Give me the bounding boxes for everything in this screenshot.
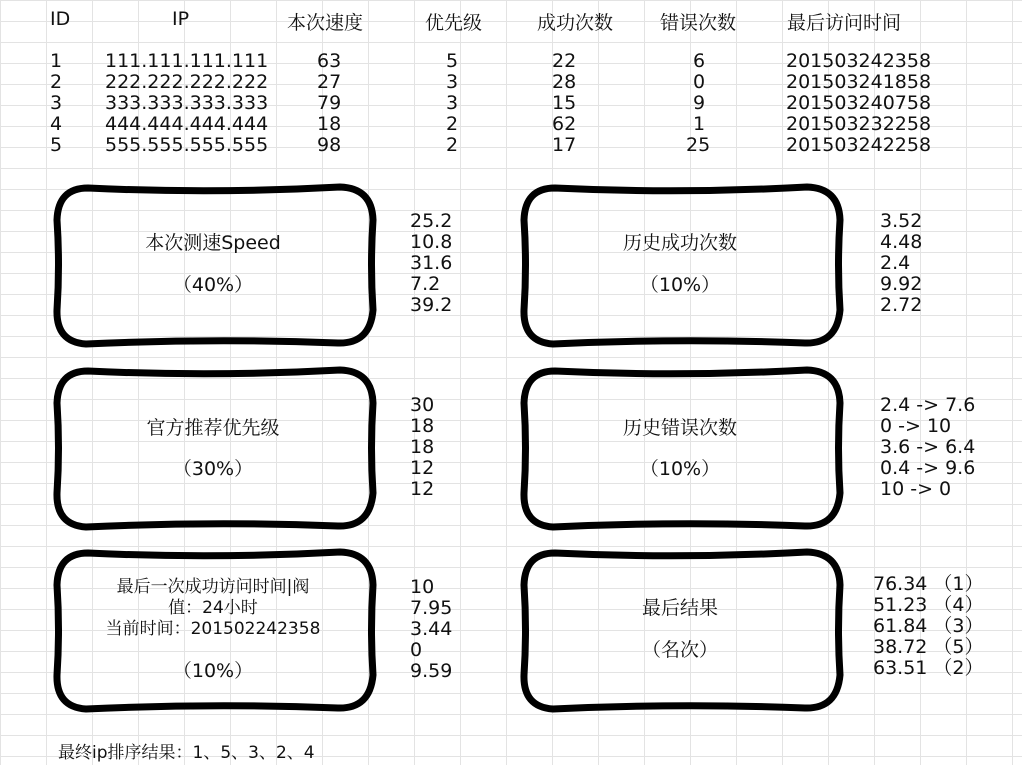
box-title: 最后结果 bbox=[641, 597, 718, 619]
success-history-values bbox=[880, 211, 922, 316]
rounded-box-outline bbox=[48, 363, 378, 533]
value: 7.95 bbox=[410, 597, 453, 619]
box-title-line: 当前时间：201502242358 bbox=[105, 619, 321, 639]
cell-ip: 444.444.444.444 bbox=[105, 113, 269, 135]
header-priority: 优先级 bbox=[425, 12, 483, 34]
value: 9.59 bbox=[410, 660, 453, 682]
rounded-box-outline bbox=[515, 545, 845, 715]
rounded-box-outline bbox=[515, 363, 845, 533]
speed-box bbox=[48, 180, 378, 350]
box-title: 官方推荐优先级 bbox=[146, 417, 280, 439]
value: 61.84 （3） bbox=[873, 615, 984, 637]
cell-errors: 9 bbox=[693, 92, 706, 114]
error-history-values bbox=[880, 395, 975, 500]
box-title-line: 最后一次成功访问时间|阀 bbox=[116, 577, 310, 597]
cell-ip: 555.555.555.555 bbox=[105, 134, 269, 156]
final-result-box bbox=[515, 545, 845, 715]
value: 0.4 -> 9.6 bbox=[880, 457, 976, 479]
value: 2.72 bbox=[880, 294, 923, 316]
header-speed: 本次速度 bbox=[287, 12, 364, 34]
value: 10 -> 0 bbox=[880, 478, 952, 500]
box-weight: （30%） bbox=[172, 458, 254, 480]
cell-errors: 1 bbox=[693, 113, 706, 135]
header-id: ID bbox=[50, 8, 71, 30]
header-success-count: 成功次数 bbox=[537, 12, 614, 34]
final-result-values bbox=[873, 574, 984, 679]
last-access-box bbox=[48, 545, 378, 715]
cell-speed: 79 bbox=[317, 92, 342, 114]
cell-priority: 3 bbox=[446, 92, 459, 114]
value: 30 bbox=[410, 394, 435, 416]
cell-id: 1 bbox=[50, 50, 63, 72]
success-history-box bbox=[515, 180, 845, 350]
cell-errors: 25 bbox=[686, 134, 711, 156]
value: 0 bbox=[410, 639, 423, 661]
cell-errors: 6 bbox=[693, 50, 706, 72]
rounded-box-outline bbox=[48, 180, 378, 350]
value: 10 bbox=[410, 576, 435, 598]
box-weight: （40%） bbox=[172, 274, 254, 296]
value: 12 bbox=[410, 457, 435, 479]
cell-speed: 98 bbox=[317, 134, 342, 156]
cell-last-access: 201503242258 bbox=[786, 134, 932, 156]
value: 3.44 bbox=[410, 618, 453, 640]
box-weight: （10%） bbox=[639, 274, 721, 296]
cell-id: 5 bbox=[50, 134, 63, 156]
value: 63.51 （2） bbox=[873, 657, 984, 679]
value: 3.6 -> 6.4 bbox=[880, 436, 976, 458]
cell-last-access: 201503240758 bbox=[786, 92, 932, 114]
cell-ip: 333.333.333.333 bbox=[105, 92, 269, 114]
box-title: 本次测速Speed bbox=[145, 232, 281, 254]
cell-last-access: 201503241858 bbox=[786, 71, 932, 93]
header-error-count: 错误次数 bbox=[660, 12, 737, 34]
cell-speed: 18 bbox=[317, 113, 342, 135]
cell-last-access: 201503242358 bbox=[786, 50, 932, 72]
last-access-values bbox=[410, 577, 452, 682]
box-title: 历史错误次数 bbox=[622, 417, 737, 439]
header-ip: IP bbox=[172, 8, 190, 30]
priority-box bbox=[48, 363, 378, 533]
value: 39.2 bbox=[410, 294, 453, 316]
box-weight: （10%） bbox=[639, 458, 721, 480]
box-title: 历史成功次数 bbox=[622, 232, 737, 254]
cell-id: 2 bbox=[50, 71, 63, 93]
cell-speed: 63 bbox=[317, 50, 342, 72]
cell-id: 4 bbox=[50, 113, 63, 135]
cell-success: 17 bbox=[552, 134, 577, 156]
value: 0 -> 10 bbox=[880, 415, 952, 437]
value: 4.48 bbox=[880, 231, 923, 253]
cell-ip: 222.222.222.222 bbox=[105, 71, 269, 93]
box-title-line: 值：24小时 bbox=[168, 598, 258, 618]
value: 7.2 bbox=[410, 273, 441, 295]
value: 18 bbox=[410, 436, 435, 458]
priority-values bbox=[410, 395, 434, 500]
final-ip-ranking: 最终ip排序结果：1、5、3、2、4 bbox=[58, 743, 315, 763]
speed-values bbox=[410, 211, 452, 316]
cell-last-access: 201503232258 bbox=[786, 113, 932, 135]
cell-id: 3 bbox=[50, 92, 63, 114]
value: 31.6 bbox=[410, 252, 453, 274]
cell-success: 62 bbox=[552, 113, 577, 135]
error-history-box bbox=[515, 363, 845, 533]
value: 51.23 （4） bbox=[873, 594, 984, 616]
cell-success: 28 bbox=[552, 71, 577, 93]
value: 9.92 bbox=[880, 273, 923, 295]
value: 18 bbox=[410, 415, 435, 437]
cell-success: 22 bbox=[552, 50, 577, 72]
value: 25.2 bbox=[410, 210, 453, 232]
value: 2.4 bbox=[880, 252, 911, 274]
cell-priority: 2 bbox=[446, 113, 459, 135]
cell-ip: 111.111.111.111 bbox=[105, 50, 269, 72]
box-weight: （名次） bbox=[641, 639, 718, 661]
cell-priority: 5 bbox=[446, 50, 459, 72]
value: 12 bbox=[410, 478, 435, 500]
value: 76.34 （1） bbox=[873, 573, 984, 595]
cell-speed: 27 bbox=[317, 71, 342, 93]
cell-priority: 2 bbox=[446, 134, 459, 156]
cell-success: 15 bbox=[552, 92, 577, 114]
cell-errors: 0 bbox=[693, 71, 706, 93]
header-last-access: 最后访问时间 bbox=[787, 12, 902, 34]
value: 2.4 -> 7.6 bbox=[880, 394, 976, 416]
cell-priority: 3 bbox=[446, 71, 459, 93]
rounded-box-outline bbox=[515, 180, 845, 350]
value: 38.72 （5） bbox=[873, 636, 984, 658]
box-weight: （10%） bbox=[172, 660, 254, 682]
value: 10.8 bbox=[410, 231, 453, 253]
value: 3.52 bbox=[880, 210, 923, 232]
